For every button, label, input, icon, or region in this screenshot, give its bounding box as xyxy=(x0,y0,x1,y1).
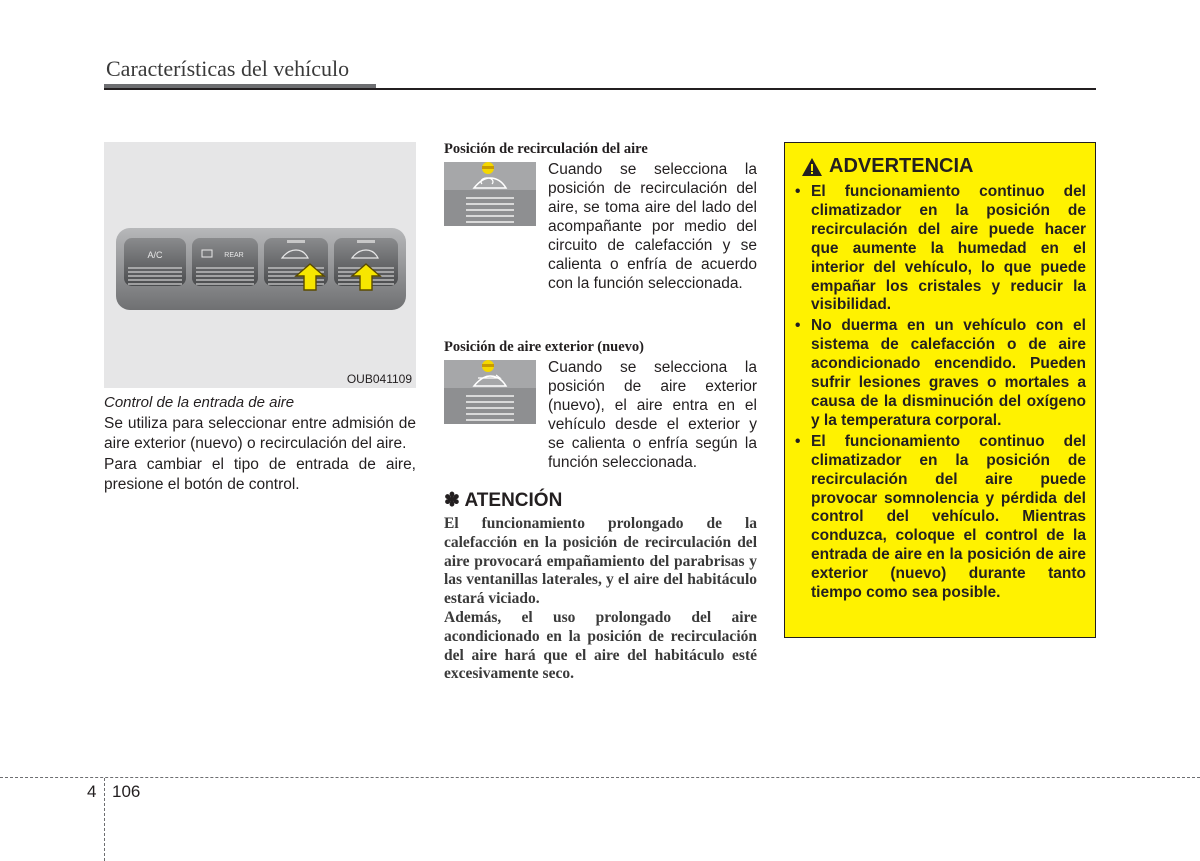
panel-button-rear xyxy=(192,238,258,286)
recirculation-button-icon xyxy=(444,162,536,226)
control-panel-illustration xyxy=(104,142,416,388)
header-rule xyxy=(104,88,1096,90)
section-subheading: Control de la entrada de aire xyxy=(104,394,295,411)
warning-list xyxy=(793,183,1086,605)
recirculation-description: Cuando se selecciona la posición de recirculación del aire, se toma aire del lado del acompañante por medio del circuito de calefacción y se calienta o enfría de acuerdo con la función seleccionada. xyxy=(548,161,757,292)
page-header-title: Características del vehículo xyxy=(106,56,350,81)
rear-button-label: REAR xyxy=(224,252,244,259)
warning-triangle-icon xyxy=(801,157,823,177)
warning-item: • No duerma en un vehículo con el sistema de calefacción o de aire acondicionado encendido. Pueden sufrir lesiones graves o mortales a causa de la disminución del oxígeno y la temperatura corporal. xyxy=(795,317,1086,429)
figure-code: OUB041109 xyxy=(346,372,412,386)
chapter-number: 4 xyxy=(87,782,97,801)
outside-air-button-icon xyxy=(444,360,536,424)
outside-air-description: Cuando se selecciona la posición de aire exterior (nuevo), el aire entra en el vehículo desde el exterior y se calienta o enfría según la función seleccionada. xyxy=(548,359,757,471)
panel-button-ac xyxy=(124,238,186,286)
warning-item: • El funcionamiento continuo del climatizador en la posición de recirculación del aire puede hacer que aumente la humedad en el interior del vehículo, lo que puede empañar los cristales y reducir la visibilidad. xyxy=(795,183,1086,314)
caution-paragraph: Además, el uso prolongado del aire acondicionado en la posición de recirculación del aire hará que el aire del habitáculo esté excesivamente seco. xyxy=(444,608,757,683)
intro-column xyxy=(104,393,416,496)
recirculation-heading: Posición de recirculación del aire xyxy=(444,141,648,157)
footer-divider xyxy=(104,778,105,861)
footer-rule xyxy=(0,777,1200,778)
warning-title: ADVERTENCIA xyxy=(829,155,974,177)
page-number: 106 xyxy=(112,782,141,801)
warning-box xyxy=(784,142,1096,638)
panel-button-recirculation xyxy=(264,238,328,286)
modes-column xyxy=(444,140,757,684)
recirculation-block xyxy=(444,160,757,338)
control-panel-figure xyxy=(104,142,416,388)
caution-title: ✽ ATENCIÓN xyxy=(444,490,563,511)
outside-air-heading: Posición de aire exterior (nuevo) xyxy=(444,339,645,355)
caution-paragraph: El funcionamiento prolongado de la calefacción en la posición de recirculación del aire provocará empañamiento del parabrisas y las ventanillas laterales, y el aire del habitáculo estará viciado. xyxy=(444,515,757,608)
outside-air-block xyxy=(444,358,757,489)
ac-button-label: A/C xyxy=(147,250,163,260)
body-paragraph: Para cambiar el tipo de entrada de aire, presione el botón de control. xyxy=(104,456,416,493)
body-paragraph: Se utiliza para seleccionar entre admisión de aire exterior (nuevo) o recirculación del aire. xyxy=(104,415,416,452)
warning-heading xyxy=(801,155,973,178)
warning-item: • El funcionamiento continuo del climatizador en la posición de recirculación del aire puede provocar somnolencia y pérdida del control del vehículo. Mientras conduzca, coloque el control de la entrada de aire en la posición de aire exterior (nuevo) durante tanto tiempo como sea posible. xyxy=(795,432,1086,602)
